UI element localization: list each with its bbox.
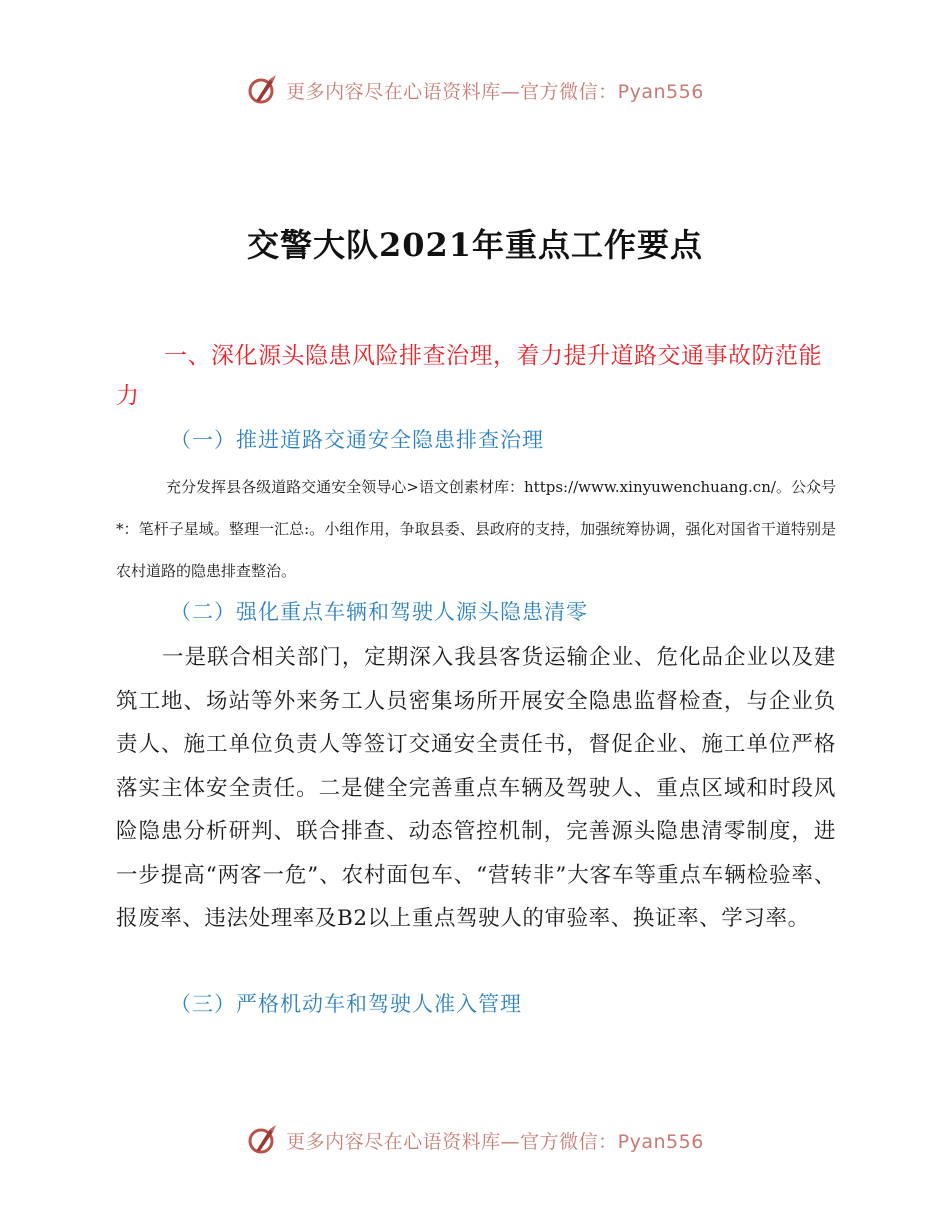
document-title: 交警大队2021年重点工作要点: [246, 226, 704, 264]
subsection-3-heading: （三）严格机动车和驾驶人准入管理: [170, 992, 522, 1016]
header-watermark: [0, 70, 950, 110]
subsection-2-paragraph: 一是联合相关部门，定期深入我县客货运输企业、危化品企业以及建筑工地、场站等外来务工人员密集场所开展安全隐患监督检查，与企业负责人、施工单位负责人等签订交通安全责任书，督促企业、施工单位严格落实主体安全责任。二是健全完善重点车辆及驾驶人、重点区域和时段风险隐患分析研判、联合排查、动态管控机制，完善源头隐患清零制度，进一步提高“两客一危”、农村面包车、“营转非”大客车等重点车辆检验率、报废率、违法处理率及B2以上重点驾驶人的审验率、换证率、学习率。: [116, 645, 836, 931]
section-1-heading: 一、深化源头隐患风险排查治理，着力提升道路交通事故防范能力: [116, 343, 822, 409]
quill-pen-logo-icon: [246, 1123, 280, 1157]
quill-pen-logo-icon: [246, 73, 280, 107]
subsection-1-paragraph: 充分发挥县各级道路交通安全领导心>语文创素材库：https://www.xinyuwenchuang.cn/。公众号*：笔杆子星域。整理一汇总:。小组作用，争取县委、县政府的支持，加强统筹协调，强化对国省干道特别是农村道路的隐患排查整治。: [116, 478, 836, 580]
watermark-text: 更多内容尽在心语资料库—官方微信：Pyan556: [286, 80, 704, 103]
watermark-text: 更多内容尽在心语资料库—官方微信：Pyan556: [286, 1130, 704, 1153]
footer-watermark: [0, 1120, 950, 1160]
subsection-1-heading: （一）推进道路交通安全隐患排查治理: [170, 428, 544, 452]
subsection-2-heading: （二）强化重点车辆和驾驶人源头隐患清零: [170, 600, 588, 624]
